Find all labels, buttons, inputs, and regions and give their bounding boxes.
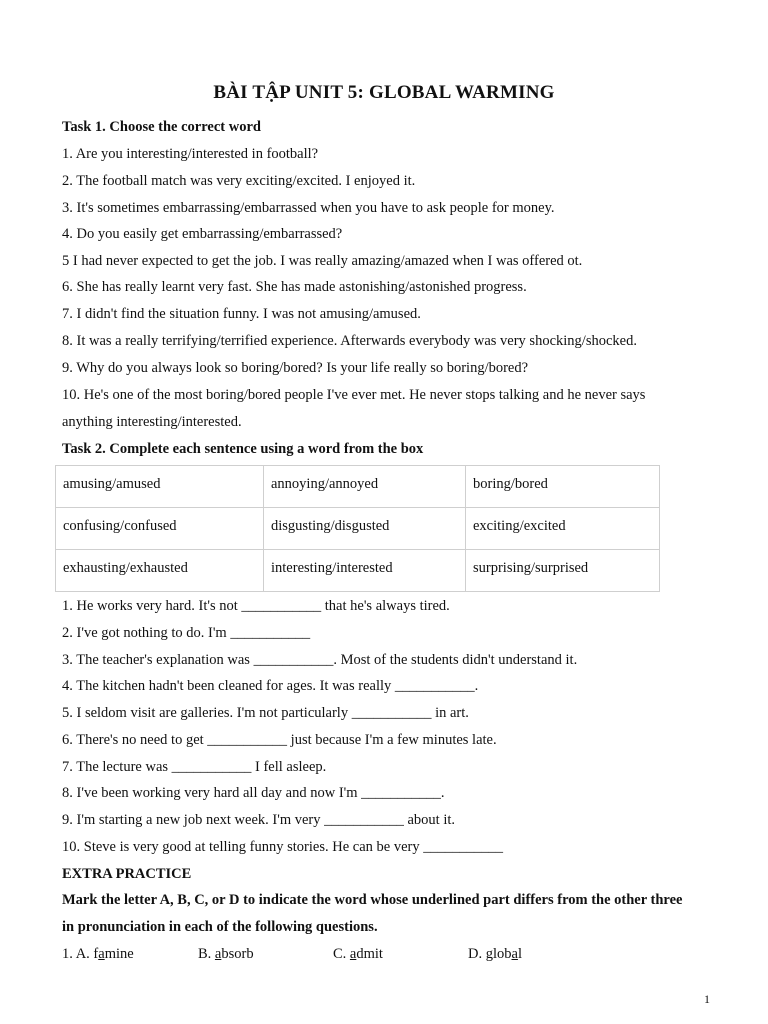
extra-instruction: Mark the letter A, B, C, or D to indicate the word whose underlined part differs from the other three [62, 892, 683, 908]
task2-item: 10. Steve is very good at telling funny stories. He can be very ___________ [62, 839, 503, 855]
task1-heading: Task 1. Choose the correct word [62, 119, 261, 135]
word-box-cell: interesting/interested [264, 550, 466, 592]
word-box-cell: amusing/amused [56, 466, 264, 508]
option-b [198, 945, 254, 963]
page-number: 1 [704, 992, 710, 1006]
task2-item: 4. The kitchen hadn't been cleaned for ages. It was really ___________. [62, 678, 479, 694]
word-box-cell: boring/bored [466, 466, 660, 508]
task1-item: 7. I didn't find the situation funny. I was not amusing/amused. [62, 306, 421, 322]
task1-item: 9. Why do you always look so boring/bored? Is your life really so boring/bored? [62, 360, 529, 376]
word-box [55, 465, 660, 592]
word-box-cell: annoying/annoyed [264, 466, 466, 508]
option-text: C. [333, 946, 350, 962]
page-title: BÀI TẬP UNIT 5: GLOBAL WARMING [213, 82, 555, 103]
task1-item: 10. He's one of the most boring/bored people I've ever met. He never stops talking and he never says [62, 387, 646, 403]
task2-item: 3. The teacher's explanation was ___________. Most of the students didn't understand it. [62, 652, 578, 668]
task2-item: 1. He works very hard. It's not ___________ that he's always tired. [62, 598, 450, 614]
word-box-cell: exhausting/exhausted [56, 550, 264, 592]
option-text: dmit [356, 946, 383, 962]
task2-item: 9. I'm starting a new job next week. I'm very ___________ about it. [62, 812, 456, 828]
word-box-row [56, 466, 660, 508]
task1-item: 1. Are you interesting/interested in football? [62, 146, 319, 162]
option-d [468, 945, 522, 963]
task2-item: 6. There's no need to get ___________ just because I'm a few minutes late. [62, 732, 497, 748]
option-text: D. glob [468, 946, 512, 962]
task1-item: 6. She has really learnt very fast. She has made astonishing/astonished progress. [62, 279, 527, 295]
task1-item: 2. The football match was very exciting/excited. I enjoyed it. [62, 173, 416, 189]
word-box-cell: surprising/surprised [466, 550, 660, 592]
option-c [333, 945, 383, 963]
underlined-letter: a [511, 946, 518, 962]
underlined-letter: a [98, 946, 105, 962]
option-text: mine [104, 946, 134, 962]
task2-item: 5. I seldom visit are galleries. I'm not particularly ___________ in art. [62, 705, 469, 721]
task1-item: 4. Do you easily get embarrassing/embarrassed? [62, 226, 343, 242]
word-box-cell: disgusting/disgusted [264, 508, 466, 550]
option-a [62, 945, 134, 963]
task1-item-continued: anything interesting/interested. [62, 414, 242, 430]
option-text: l [517, 946, 522, 962]
task2-item: 2. I've got nothing to do. I'm ___________ [62, 625, 311, 641]
word-box-row [56, 508, 660, 550]
task1-item: 3. It's sometimes embarrassing/embarrassed when you have to ask people for money. [62, 200, 555, 216]
task2-item: 8. I've been working very hard all day and now I'm ___________. [62, 785, 445, 801]
task2-heading: Task 2. Complete each sentence using a word from the box [62, 441, 424, 457]
option-text: B. [198, 946, 215, 962]
word-box-row [56, 550, 660, 592]
task1-item: 8. It was a really terrifying/terrified experience. Afterwards everybody was very shocking/shocked. [62, 333, 637, 349]
task1-item: 5 I had never expected to get the job. I was really amazing/amazed when I was offered ot. [62, 253, 583, 269]
word-box-cell: exciting/excited [466, 508, 660, 550]
underlined-letter: a [214, 946, 222, 962]
word-box-cell: confusing/confused [56, 508, 264, 550]
task2-item: 7. The lecture was ___________ I fell asleep. [62, 759, 327, 775]
extra-instruction-continued: in pronunciation in each of the following questions. [62, 919, 378, 935]
extra-practice-heading: EXTRA PRACTICE [62, 866, 192, 882]
option-text: 1. A. f [62, 946, 99, 962]
underlined-letter: a [349, 946, 357, 962]
option-text: bsorb [221, 946, 254, 962]
